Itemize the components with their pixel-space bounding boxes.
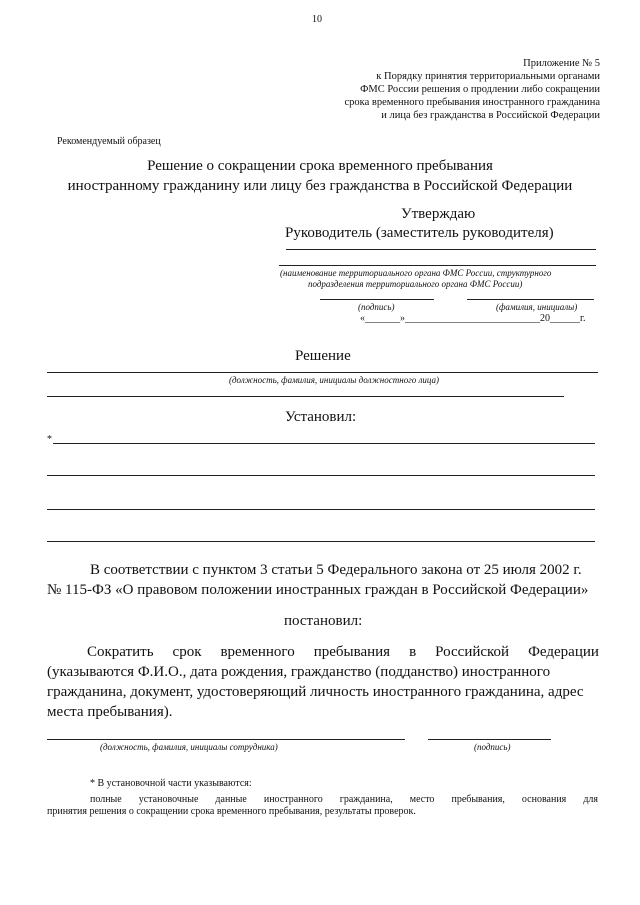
decision-heading: Решение: [295, 348, 351, 364]
org-line-1: [286, 249, 596, 250]
established-line-4: [47, 541, 595, 542]
footnote-marker: *: [47, 434, 52, 445]
decision-line-2: [47, 396, 564, 397]
org-line-2: [279, 265, 596, 266]
reduce-text-line-1: Сократить срок временного пребывания в Российской Федерации: [87, 644, 599, 660]
document-title-line-2: иностранному гражданину или лицу без гражданства в Российской Федерации: [67, 178, 573, 194]
page-number: 10: [312, 14, 322, 25]
employee-line: [47, 739, 405, 740]
document-title-line-1: Решение о сокращении срока временного пребывания: [147, 158, 493, 174]
annex-line: к Порядку принятия территориальными органами: [376, 71, 600, 82]
footnote-line-1: полные установочные данные иностранного гражданина, место пребывания, основания для: [90, 794, 598, 805]
reduce-text-line-3: гражданина, документ, удостоверяющий личность иностранного гражданина, адрес: [47, 684, 584, 700]
established-line-3: [47, 509, 595, 510]
annex-line: Приложение № 5: [523, 58, 600, 69]
decision-line-1: [47, 372, 598, 373]
annex-line: срока временного пребывания иностранного гражданина: [344, 97, 600, 108]
approve-label: Утверждаю: [401, 206, 476, 222]
date-line: «_______»___________________________20______г.: [360, 313, 586, 324]
footnote-title: * В установочной части указываются:: [90, 778, 252, 789]
established-line-1: [53, 443, 595, 444]
annex-line: и лица без гражданства в Российской Федерации: [381, 110, 600, 121]
law-text-line-1: В соответствии с пунктом 3 статьи 5 Федерального закона от 25 июля 2002 г.: [90, 562, 582, 578]
signature-line: [320, 299, 434, 300]
footnote-line-2: принятия решения о сокращении срока временного пребывания, результаты проверок.: [47, 806, 416, 817]
resolved-heading: постановил:: [284, 613, 363, 629]
employee-signature-caption: (подпись): [474, 742, 511, 752]
signature-caption: (подпись): [358, 302, 395, 312]
reduce-text: [47, 642, 599, 722]
name-caption: (фамилия, инициалы): [496, 302, 578, 312]
established-heading: Установил:: [285, 409, 357, 425]
org-caption: (наименование территориального органа ФМС России, структурного: [280, 268, 552, 278]
employee-caption: (должность, фамилия, инициалы сотрудника): [100, 742, 278, 752]
reduce-text-line-4: места пребывания).: [47, 704, 173, 720]
name-line: [467, 299, 594, 300]
annex-header: [344, 57, 600, 122]
head-label: Руководитель (заместитель руководителя): [285, 225, 554, 241]
employee-signature-line: [428, 739, 551, 740]
reduce-text-line-2: (указываются Ф.И.О., дата рождения, гражданство (подданство) иностранного: [47, 664, 551, 680]
sample-label: Рекомендуемый образец: [57, 136, 161, 147]
decision-caption: (должность, фамилия, инициалы должностного лица): [229, 375, 439, 385]
org-caption: подразделения территориального органа ФМС России): [308, 279, 523, 289]
annex-line: ФМС России решения о продлении либо сокращении: [360, 84, 600, 95]
law-text-line-2: № 115-ФЗ «О правовом положении иностранных граждан в Российской Федерации»: [47, 582, 589, 598]
established-line-2: [47, 475, 595, 476]
